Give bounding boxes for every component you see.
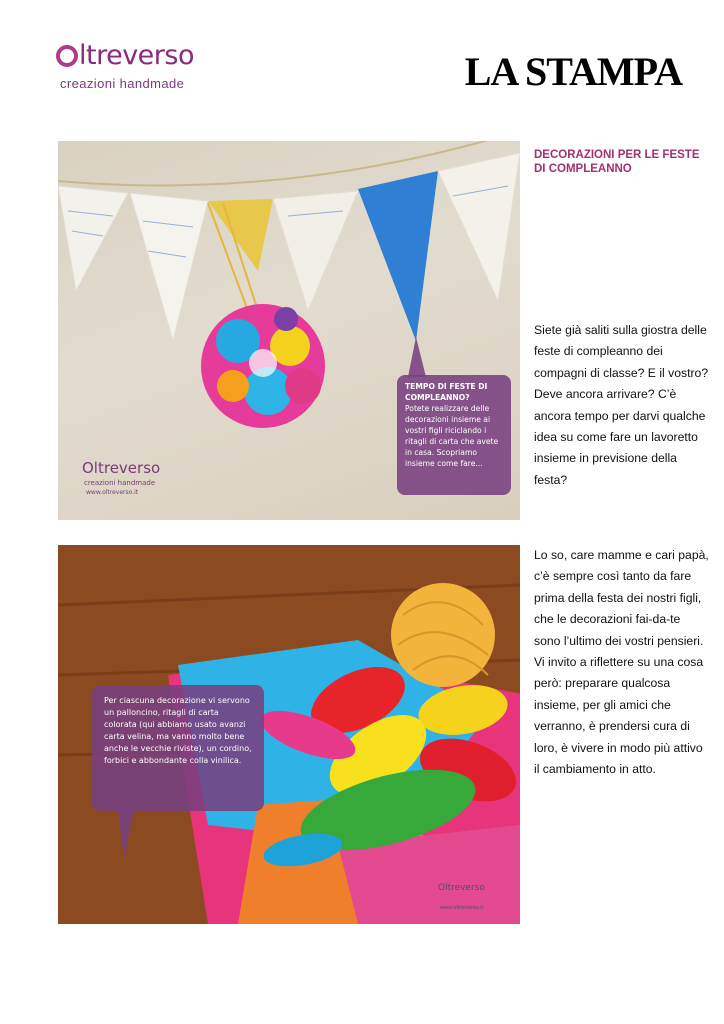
article-paragraph-1: Siete già saliti sulla giostra delle feste di compleanno dei compagni di classe? E il vostro? Deve ancora arrivare? C’è ancora tempo per darvi qualche idea su come fare un lavoretto insieme in previsione della festa?	[534, 323, 709, 487]
callout-tail	[118, 809, 134, 859]
photo-watermark: Oltreverso	[82, 459, 161, 477]
photo-balloons-materials	[58, 545, 520, 924]
article-heading: DECORAZIONI PER LE FESTE DI COMPLEANNO	[534, 149, 700, 175]
photo-watermark-url: www.oltreverso.it	[440, 905, 484, 911]
callout-materials: Per ciascuna decorazione vi servono un palloncino, ritagli di carta colorata (qui abbiamo usato avanzi carta velina, ma vanno molto bene anche le vecchie riviste), un cordino, forbici e abbondante colla vinilica.	[92, 685, 264, 811]
article-paragraph-2: Lo so, care mamme e cari papà, c’è sempre così tanto da fare prima della festa dei nostri figli, che le decorazioni fai-da-te sono l’ultimo dei vostri pensieri. Vi invito a riflettere su una cosa però: preparare qualcosa insieme, per gli amici che verranno, è prendersi cura di loro, è vivere in modo più attivo il cambiamento in atto.	[534, 548, 709, 777]
callout-body: Potete realizzare delle decorazioni insieme ai vostri figli riciclando i ritagli di carta che avete in casa. Scopriamo insieme come fare...	[405, 404, 499, 468]
photo-watermark: Oltreverso	[438, 883, 485, 893]
brand-subtitle: creazioni handmade	[60, 76, 185, 91]
newspaper-masthead: LA STAMPA	[464, 49, 682, 94]
callout-title: TEMPO DI FESTE DI COMPLEANNO?	[405, 382, 488, 402]
brand-name-rest: ltreverso	[79, 40, 194, 71]
brand-o-icon	[56, 45, 78, 67]
brand-logo	[56, 38, 206, 108]
brand-wordmark	[56, 40, 194, 71]
photo-watermark-subtitle: creazioni handmade	[84, 479, 156, 487]
callout-tail	[408, 337, 426, 377]
callout-tips	[397, 375, 511, 495]
photo-pompom-bunting	[58, 141, 520, 520]
photo-watermark-url: www.oltreverso.it	[86, 489, 139, 496]
